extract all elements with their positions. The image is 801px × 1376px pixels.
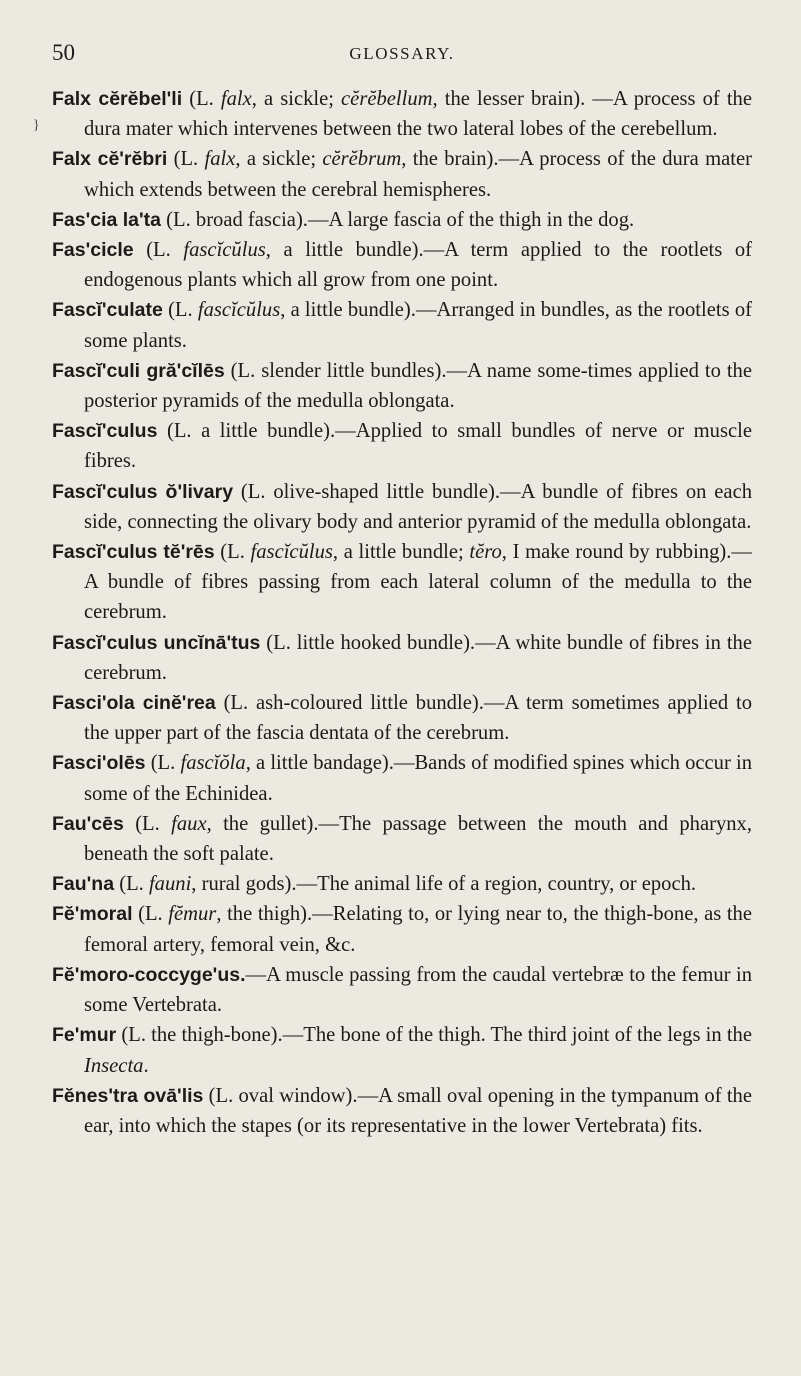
entry-headword: Fe'mur: [52, 1024, 117, 1047]
entry-italic-term: fauni: [148, 873, 192, 896]
entry-text: , I make round by rubbing).—A bundle of fibres passing from each lateral column of the medulla to the cerebrum.: [84, 541, 752, 624]
entry-text: (L. slender little bundles).—A name some-times applied to the posterior pyramids of the medulla oblongata.: [84, 359, 752, 413]
glossary-entry: [52, 416, 752, 476]
entry-text: (L. broad fascia).—A large fascia of the thigh in the dog.: [161, 208, 635, 231]
entry-headword: Fas'cia la'ta: [52, 208, 162, 231]
entry-italic-term: falx: [204, 148, 236, 171]
entry-headword: Fascĭ'culus ŏ'livary: [52, 480, 234, 503]
glossary-entry: [52, 356, 752, 416]
page-number: 50: [52, 40, 75, 65]
entry-headword: Fau'cēs: [52, 812, 124, 835]
entry-headword: Fascĭ'culi gră'cĭlēs: [52, 359, 225, 382]
entry-text: (L.: [162, 299, 198, 322]
glossary-entries: [52, 84, 752, 1141]
glossary-entry: [52, 628, 752, 688]
entry-headword: Fĕnes'tra ovā'lis: [52, 1084, 204, 1107]
entry-text: (L. little hooked bundle).—A white bundle of fibres in the cerebrum.: [84, 631, 752, 684]
glossary-entry: [52, 960, 752, 1020]
entry-text: (L.: [123, 812, 172, 835]
entry-headword: Falx cĕ'rĕbri: [52, 148, 168, 171]
glossary-entry: [52, 205, 752, 235]
entry-text: , a little bundle).—Arranged in bundles, as the rootlets of some plants.: [84, 299, 752, 352]
entry-headword: Fasci'olēs: [52, 752, 146, 775]
entry-headword: Fasci'ola cinĕ'rea: [52, 692, 216, 715]
glossary-entry: [52, 899, 752, 959]
entry-text: , a sickle;: [251, 88, 342, 110]
entry-text: , the lesser brain). —A process of the dura mater which intervenes between the two lateral lobes of the cerebellum.: [84, 88, 752, 141]
entry-headword: Fau'na: [52, 873, 115, 896]
entry-text: (L. oval window).—A small oval opening in the tympanum of the ear, into which the stapes (or its representative in the lower Vertebrata) fits.: [84, 1084, 752, 1137]
entry-text: , a little bundle).—A term applied to the rootlets of endogenous plants which all grow from one point.: [84, 239, 752, 292]
entry-italic-term: cĕrĕbellum: [341, 88, 433, 110]
entry-text: (L.: [145, 752, 181, 775]
margin-mark: }: [33, 118, 40, 133]
entry-text: —A muscle passing from the caudal vertebræ to the femur in some Vertebrata.: [84, 963, 752, 1017]
entry-italic-term: tĕro: [469, 541, 502, 564]
glossary-entry: [52, 144, 752, 204]
entry-italic-term: cĕrĕbrum: [322, 148, 402, 171]
entry-text: .: [143, 1054, 149, 1077]
entry-text: (L. ash-coloured little bundle).—A term sometimes applied to the upper part of the fascia dentata of the cerebrum.: [84, 692, 752, 745]
entry-headword: Fas'cicle: [52, 239, 134, 262]
entry-headword: Fascĭ'culate: [52, 299, 163, 322]
glossary-entry: [52, 869, 752, 899]
entry-text: (L. the thigh-bone).—The bone of the thigh. The third joint of the legs in the: [116, 1024, 752, 1047]
entry-headword: Fascĭ'culus tĕ'rēs: [52, 541, 215, 564]
entry-headword: Fascĭ'culus uncĭnā'tus: [52, 631, 261, 654]
entry-text: , a little bundle;: [332, 541, 470, 564]
entry-italic-term: faux: [171, 812, 207, 835]
entry-italic-term: fascĭŏla: [180, 752, 246, 775]
page-header: [52, 40, 752, 76]
entry-text: , rural gods).—The animal life of a region, country, or epoch.: [191, 873, 697, 896]
glossary-entry: [52, 688, 752, 748]
glossary-entry: [52, 477, 752, 537]
entry-headword: Fĕ'moro-coccyge'us.: [52, 963, 246, 986]
entry-italic-term: Insecta: [84, 1054, 144, 1077]
entry-headword: Fĕ'moral: [52, 903, 133, 926]
entry-text: (L.: [133, 239, 184, 262]
glossary-entry: [52, 1020, 752, 1080]
entry-text: , the thigh).—Relating to, or lying near to, the thigh-bone, as the femoral artery, femoral vein, &c.: [84, 903, 752, 956]
glossary-entry: [52, 84, 752, 144]
entry-italic-term: fĕmur: [168, 903, 217, 926]
entry-text: , a sickle;: [235, 148, 323, 171]
entry-italic-term: fascĭcŭlus: [250, 541, 333, 564]
entry-text: (L. olive-shaped little bundle).—A bundle of fibres on each side, connecting the olivary body and anterior pyramid of the medulla oblongata.: [84, 480, 753, 533]
glossary-entry: [52, 295, 752, 355]
entry-text: , the gullet).—The passage between the mouth and pharynx, beneath the soft palate.: [84, 812, 752, 866]
entry-text: , the brain).—A process of the dura mater which extends between the cerebral hemispheres.: [84, 148, 752, 201]
glossary-entry: [52, 809, 752, 869]
entry-text: (L. a little bundle).—Applied to small bundles of nerve or muscle fibres.: [84, 420, 752, 473]
entry-headword: Fascĭ'culus: [52, 420, 158, 443]
entry-text: , a little bandage).—Bands of modified spines which occur in some of the Echinidea.: [84, 752, 753, 805]
entry-italic-term: fascĭcŭlus: [197, 299, 281, 322]
entry-text: (L.: [114, 873, 149, 896]
entry-text: (L.: [167, 148, 205, 171]
glossary-entry: [52, 235, 752, 295]
entry-text: (L.: [182, 88, 221, 110]
running-head: GLOSSARY.: [349, 44, 455, 63]
glossary-entry: [52, 537, 752, 628]
glossary-entry: [52, 748, 752, 808]
entry-italic-term: fascĭcŭlus: [183, 239, 266, 262]
entry-text: (L.: [132, 903, 169, 926]
glossary-entry: [52, 1081, 752, 1141]
entry-text: (L.: [214, 541, 251, 564]
entry-italic-term: falx: [220, 88, 252, 110]
entry-headword: Falx cĕrĕbel'li: [52, 88, 183, 110]
